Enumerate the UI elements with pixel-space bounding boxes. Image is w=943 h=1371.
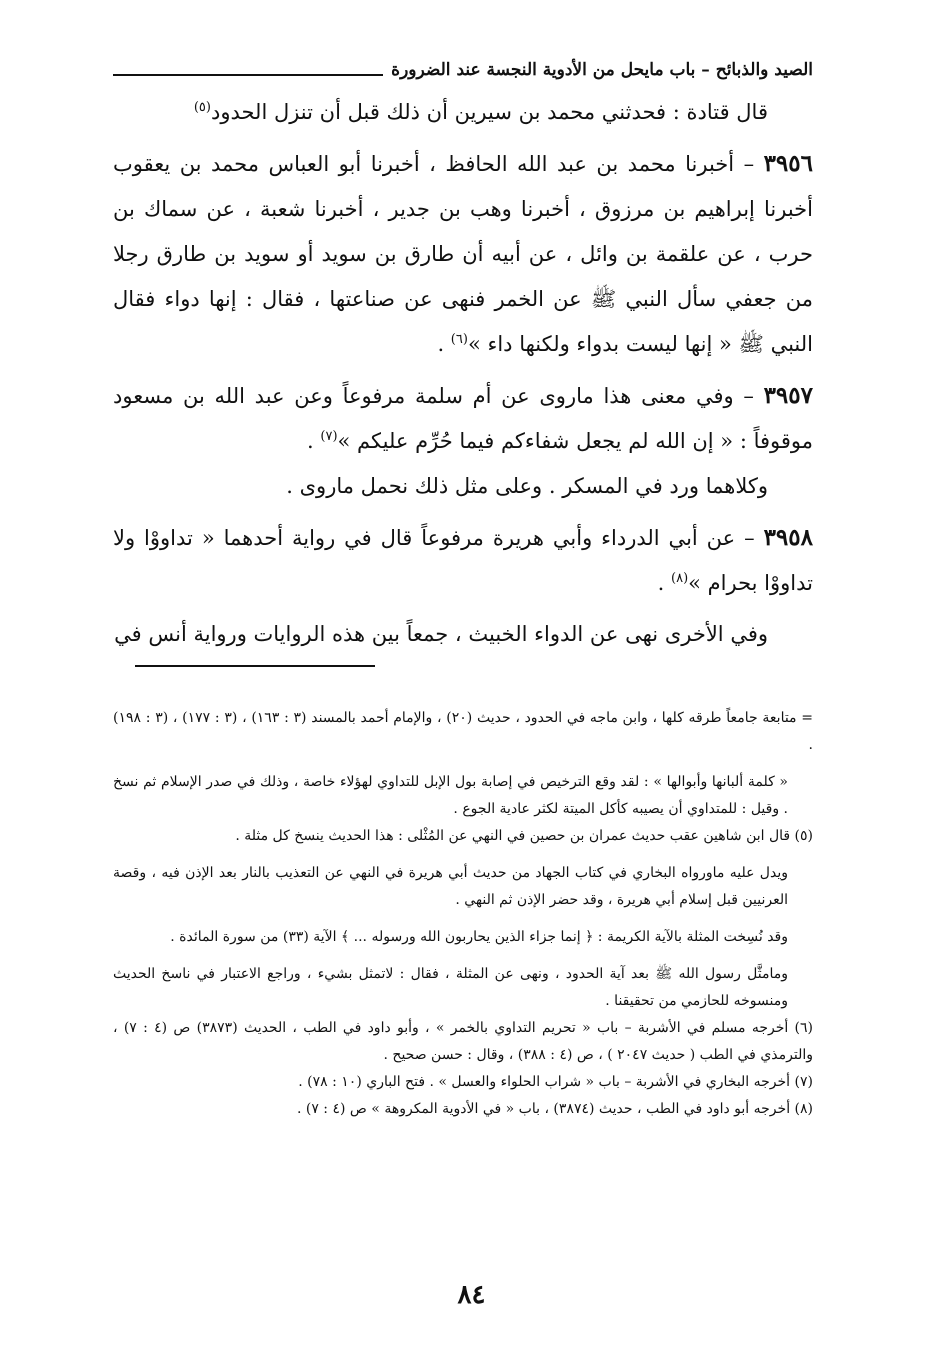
footnote-ref-8: (٨) bbox=[671, 571, 689, 586]
footnote-5-closing: ومامثَّل رسول الله ﷺ بعد آية الحدود ، ونهى عن المثلة ، فقال : لاتمثل بشيء ، وراجع الاعتبار في ناسخ الحديث ومنسوخه للحازمي من تحقيقنا . bbox=[113, 966, 788, 1009]
footnote-5-continued: ويدل عليه ماورواه البخاري في كتاب الجهاد من حديث أبي هريرة في النهي عن التعذيب بالنار بعد الإذن فيه ، وقصة العرنيين قبل إسلام أبي هريرة ، وقد حضر الإذن ثم النهي . bbox=[113, 865, 788, 908]
footnote-5: (٥) قال ابن شاهين عقب حديث عمران بن حصين في النهي عن المُثْلى : هذا الحديث ينسخ كل مثلة . bbox=[235, 828, 813, 844]
hadith-3958-text: – عن أبي الدرداء وأبي هريرة مرفوعاً قال في رواية أحدهما « تداووْا ولا تداووْا بحرام » bbox=[113, 526, 813, 595]
footnote-continuation: = متابعة جامعاً طرقه كلها ، وابن ماجه في الحدود ، حديث (٢٠) ، والإمام أحمد بالمسند (٣ : ١٦٣) ، (٣ : ١٧٧) ، (٣ : ١٩٨) . bbox=[113, 710, 814, 753]
hadith-3958 bbox=[113, 515, 813, 606]
hadith-number-3956: ٣٩٥٦ bbox=[763, 150, 813, 177]
footnote-8: (٨) أخرجه أبو داود في الطب ، حديث (٣٨٧٤) ، باب « في الأدوية المكروهة » ص (٤ : ٧) . bbox=[296, 1101, 813, 1117]
closing-paragraph: وفي الأخرى نهى عن الدواء الخبيث ، جمعاً بين هذه الروايات ورواية أنس في bbox=[114, 622, 768, 646]
footnote-note: « كلمة ألبانها وأبوالها » : لقد وقع الترخيص في إصابة بول الإبل للتداوي لهؤلاء خاصة ، وذلك في صدر الإسلام ثم نسخ . وقيل : للمتداوي أن يصيبه كأكل الميتة لكثر عادية الجوع . bbox=[113, 774, 788, 817]
running-header bbox=[113, 60, 813, 90]
footnote-7: (٧) أخرجه البخاري في الأشربة – باب « شراب الحلواء والعسل » . فتح الباري (١٠ : ٧٨) . bbox=[298, 1074, 813, 1090]
hadith-3956-text: – أخبرنا محمد بن عبد الله الحافظ ، أخبرنا أبو العباس محمد بن يعقوب أخبرنا إبراهيم بن مرزوق ، أخبرنا وهب بن جدير ، أخبرنا شعبة ، عن سماك بن حرب ، عن علقمة بن وائل ، عن أبيه أن طارق بن سويد أو سويد بن طارق رجلا من جعفي سأل النبي ﷺ عن الخمر فنهى عن صناعتها ، فقال : إنها دواء فقال النبي ﷺ « إنها ليست بدواء ولكنها داء » bbox=[113, 152, 813, 356]
footnote-ref-7: (٧) bbox=[320, 429, 338, 444]
running-header-title: الصيد والذبائح – باب مايحل من الأدوية النجسة عند الضرورة bbox=[391, 60, 813, 80]
hadith-3956 bbox=[113, 141, 813, 367]
hadith-number-3958: ٣٩٥٨ bbox=[763, 524, 813, 551]
hadith-3958-end: . bbox=[657, 571, 672, 595]
hadith-3957-end: . bbox=[307, 429, 321, 453]
footnote-ref-6: (٦) bbox=[450, 332, 468, 347]
hadith-number-3957: ٣٩٥٧ bbox=[763, 382, 813, 409]
header-rule bbox=[113, 74, 383, 76]
hadith-3956-end: . bbox=[437, 332, 451, 356]
main-text bbox=[113, 90, 813, 657]
page-number: ٨٤ bbox=[457, 1280, 486, 1310]
footnote-5-verse: وقد نُسِخت المثلة بالآية الكريمة : ﴿ إنما جزاء الذين يحاربون الله ورسوله ... ﴾ الآية (٣٣) من سورة المائدة . bbox=[170, 929, 788, 945]
hadith-3957 bbox=[113, 373, 813, 464]
footnote-ref-5: (٥) bbox=[193, 100, 211, 115]
hadith-3957-note: وكلاهما ورد في المسكر . وعلى مثل ذلك نحمل ماروى . bbox=[286, 474, 768, 498]
hadith-3957-text: – وفي معنى هذا ماروى عن أم سلمة مرفوعاً وعن عبد الله بن مسعود موقوفاً : « إن الله لم يجعل شفاءكم فيما حُرِّم عليكم » bbox=[113, 384, 813, 453]
footnote-6: (٦) أخرجه مسلم في الأشربة – باب « تحريم التداوي بالخمر » ، وأبو داود في الطب ، الحديث (٣٨٧٣) ص (٤ : ٧) ، والترمذي في الطب ( حديث ٢٠٤٧ ) ، ص (٤ : ٣٨٨) ، وقال : حسن صحيح . bbox=[113, 1020, 814, 1063]
intro-paragraph bbox=[113, 90, 813, 135]
footnote-separator bbox=[135, 665, 375, 667]
intro-text: قال قتادة : فحدثني محمد بن سيرين أن ذلك قبل أن تنزل الحدود bbox=[210, 100, 768, 124]
footnotes bbox=[113, 705, 813, 1123]
